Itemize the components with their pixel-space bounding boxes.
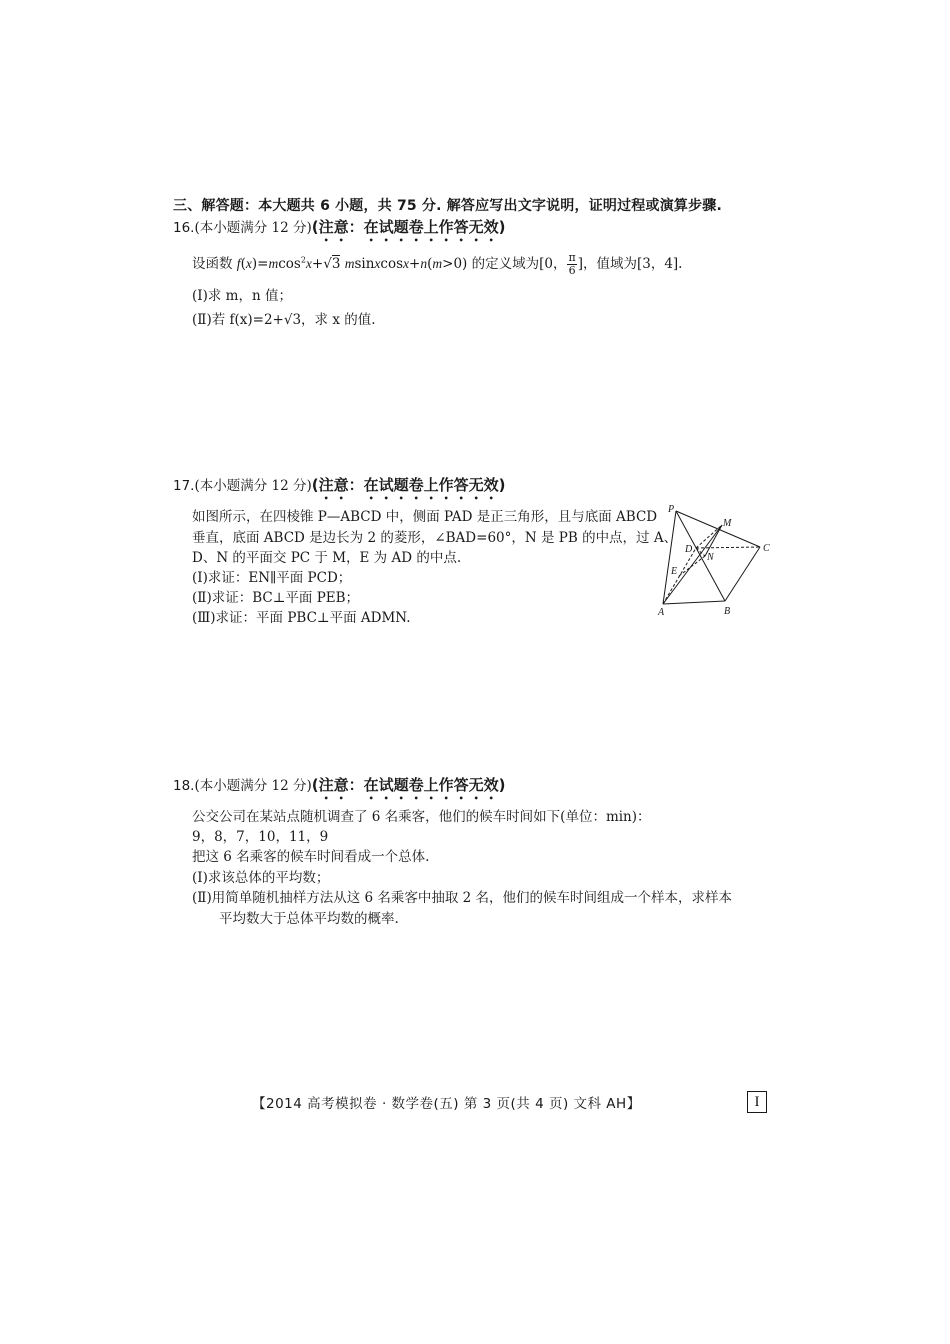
question-16-part-1: (Ⅰ)求 m，n 值； [192, 288, 292, 304]
question-18-part-1: (Ⅰ)求该总体的平均数； [192, 870, 330, 886]
question-18-part-2-cont: 平均数大于总体平均数的概率. [219, 911, 399, 927]
question-18-note: (注意：在试题卷上作答无效) [311, 776, 506, 794]
question-18-line-1: 公交公司在某站点随机调查了 6 名乘客，他们的候车时间如下(单位：min)： [192, 809, 651, 825]
edge-AM [663, 525, 722, 604]
edge-BC [725, 547, 760, 601]
question-16-number: 16. [173, 220, 195, 236]
question-17-score: (本小题满分 12 分) [194, 478, 312, 494]
question-17-header [173, 474, 506, 503]
question-16-header [173, 216, 506, 245]
label-B: B [724, 606, 731, 617]
pyramid-figure [650, 500, 780, 620]
section-header: 三、解答题：本大题共 6 小题，共 75 分. 解答应写出文字说明，证明过程或演算步骤. [173, 198, 723, 214]
label-A: A [658, 607, 665, 618]
question-17-part-1: (Ⅰ)求证：EN∥平面 PCD； [192, 570, 352, 586]
question-18-header [173, 774, 506, 803]
question-18-part-2: (Ⅱ)用简单随机抽样方法从这 6 名乘客中抽取 2 名，他们的候车时间组成一个样本，求样本 [192, 890, 733, 906]
edge-PB [676, 511, 725, 601]
question-17-line-2: 垂直，底面 ABCD 是边长为 2 的菱形，∠BAD=60°，N 是 PB 的中点，过 A、 [192, 530, 678, 546]
label-P: P [668, 504, 675, 515]
question-16-part-2: (Ⅱ)若 f(x)=2+√3，求 x 的值. [192, 312, 376, 328]
label-M: M [723, 518, 732, 529]
question-17-line-1: 如图所示，在四棱锥 P—ABCD 中，侧面 PAD 是正三角形，且与底面 ABCD [192, 509, 658, 525]
question-17-note: (注意：在试题卷上作答无效) [311, 476, 506, 494]
edge-DM [696, 525, 722, 548]
question-18-line-3: 把这 6 名乘客的候车时间看成一个总体. [192, 849, 430, 865]
question-16-note: (注意：在试题卷上作答无效) [311, 218, 506, 236]
question-17-number: 17. [173, 478, 195, 494]
edge-PA [663, 511, 676, 604]
label-D: D [685, 544, 693, 555]
question-16-stem [192, 252, 682, 277]
edge-EN [679, 556, 705, 576]
question-16-score: (本小题满分 12 分) [194, 220, 312, 236]
question-16-domain-text: 的定义域为[0， $\frac{\pi}{6}$ ]，值域为[3，4]. [467, 251, 683, 277]
label-C: C [763, 543, 770, 554]
question-17-part-3: (Ⅲ)求证：平面 PBC⊥平面 ADMN. [192, 610, 411, 626]
question-18-score: (本小题满分 12 分) [194, 778, 312, 794]
label-E: E [671, 566, 678, 577]
label-N: N [707, 552, 714, 563]
question-18-data: 9，8，7，10，11，9 [192, 829, 329, 845]
question-17-line-3: D、N 的平面交 PC 于 M，E 为 AD 的中点. [192, 550, 462, 566]
question-18-number: 18. [173, 778, 195, 794]
version-badge: I [747, 1091, 767, 1113]
question-16-stem-prefix: 设函数 [192, 256, 237, 272]
edge-PC [676, 511, 760, 547]
edge-AB [663, 601, 725, 604]
question-16-formula: f(x)=mcos$^2$x+√3 msinxcosx+n(m>0) [236, 255, 468, 272]
page-footer: 【2014 高考模拟卷 · 数学卷(五) 第 3 页(共 4 页) 文科 AH】 [252, 1096, 641, 1112]
question-17-part-2: (Ⅱ)求证：BC⊥平面 PEB； [192, 590, 360, 606]
